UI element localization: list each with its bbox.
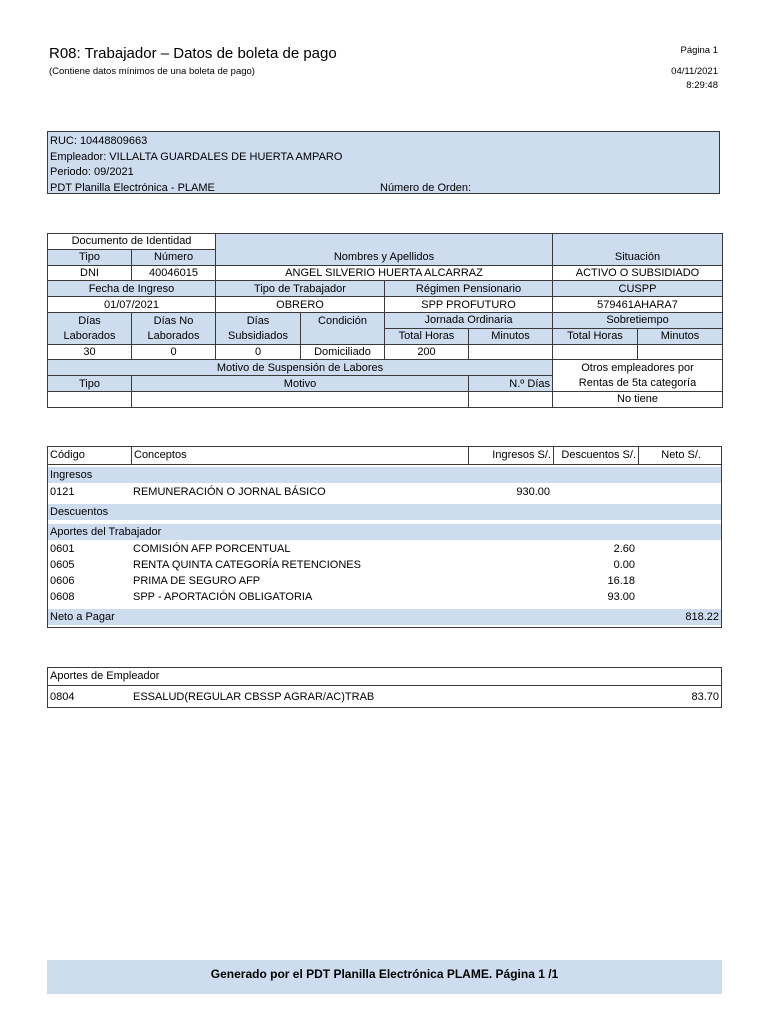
doc-number-header: Número xyxy=(132,249,216,265)
concept-code: 0121 xyxy=(50,486,75,498)
suspension-reason-header: Motivo de Suspensión de Labores xyxy=(48,360,553,376)
table-row xyxy=(48,689,721,705)
concept-code: 0608 xyxy=(50,591,75,603)
net-pay-amount: 818.22 xyxy=(685,611,719,623)
report-subtitle: (Contiene datos mínimos de una boleta de pago) xyxy=(49,66,255,77)
employer-period: Periodo: 09/2021 xyxy=(50,166,134,178)
condition-header: Condición xyxy=(301,312,385,328)
worker-type-header: Tipo de Trabajador xyxy=(216,281,385,297)
worker-table xyxy=(47,233,723,408)
income-section-row xyxy=(48,467,721,483)
concept-description: COMISIÓN AFP PORCENTUAL xyxy=(133,543,291,555)
overtime-header: Sobretiempo xyxy=(553,312,723,328)
overtime-hours-value xyxy=(553,344,638,360)
doc-number-value: 40046015 xyxy=(132,265,216,281)
overtime-minutes-header: Minutos xyxy=(638,328,723,344)
names-header-top xyxy=(216,234,553,250)
concept-discount-amount: 16.18 xyxy=(607,575,635,587)
other-employers-header-1: Otros empleadores por xyxy=(553,360,723,376)
worker-contrib-section-row xyxy=(48,524,721,540)
discounts-section-label: Descuentos xyxy=(50,506,109,518)
days-subsidized-header-2: Subsidiados xyxy=(216,328,301,344)
worker-contrib-section-label: Aportes del Trabajador xyxy=(50,526,162,538)
concepts-header-row xyxy=(48,447,721,465)
hire-date-value: 01/07/2021 xyxy=(48,297,216,313)
concept-discount-amount: 0.00 xyxy=(613,559,635,571)
days-worked-header-2: Laborados xyxy=(48,328,132,344)
days-subsidized-header-1: Días xyxy=(216,312,301,328)
worker-type-value: OBRERO xyxy=(216,297,385,313)
suspension-days-header: N.º Días xyxy=(469,376,553,392)
pension-regime-value: SPP PROFUTURO xyxy=(385,297,553,313)
situation-value: ACTIVO O SUBSIDIADO xyxy=(553,265,723,281)
total-hours-header: Total Horas xyxy=(385,328,469,344)
concept-code: 0605 xyxy=(50,559,75,571)
table-row xyxy=(48,557,721,573)
minutes-value xyxy=(469,344,553,360)
doc-type-header: Tipo xyxy=(48,249,132,265)
report-time: 8:29:48 xyxy=(686,80,718,91)
report-date: 04/11/2021 xyxy=(671,66,718,77)
other-employers-header-2: Rentas de 5ta categoría xyxy=(553,376,723,392)
condition-value: Domiciliado xyxy=(301,344,385,360)
concept-description: SPP - APORTACIÓN OBLIGATORIA xyxy=(133,591,313,603)
total-hours-value: 200 xyxy=(385,344,469,360)
income-section-label: Ingresos xyxy=(50,469,93,481)
overtime-hours-header: Total Horas xyxy=(553,328,638,344)
discounts-header: Descuentos S/. xyxy=(554,447,639,464)
suspension-type-header: Tipo xyxy=(48,376,132,392)
other-employers-value: No tiene xyxy=(553,391,723,407)
concept-income-amount: 930.00 xyxy=(516,486,550,498)
cuspp-header: CUSPP xyxy=(553,281,723,297)
doc-identity-header: Documento de Identidad xyxy=(48,234,216,250)
concept-description: RENTA QUINTA CATEGORÍA RETENCIONES xyxy=(133,559,361,571)
concept-discount-amount: 2.60 xyxy=(613,543,635,555)
footer-banner: Generado por el PDT Planilla Electrónica PLAME. Página 1 /1 xyxy=(47,960,722,994)
employer-name: Empleador: VILLALTA GUARDALES DE HUERTA AMPARO xyxy=(50,150,343,163)
concept-header: Conceptos xyxy=(132,447,469,464)
contrib-description: ESSALUD(REGULAR CBSSP AGRAR/AC)TRAB xyxy=(133,691,375,703)
table-row xyxy=(48,589,721,605)
page-number: Página 1 xyxy=(680,45,718,56)
order-number-label: Número de Orden: xyxy=(380,181,472,194)
condition-header-blank xyxy=(301,328,385,344)
contrib-amount: 83.70 xyxy=(691,691,719,703)
days-subsidized-value: 0 xyxy=(216,344,301,360)
employer-contrib-table xyxy=(47,667,722,708)
table-row xyxy=(48,541,721,557)
income-header: Ingresos S/. xyxy=(469,447,554,464)
table-row xyxy=(48,573,721,589)
employer-box xyxy=(47,131,720,194)
concept-code: 0606 xyxy=(50,575,75,587)
suspension-motive-header: Motivo xyxy=(132,376,469,392)
employer-pdt: PDT Planilla Electrónica - PLAME xyxy=(50,181,215,194)
employer-pdt-line xyxy=(50,181,717,197)
report-title: R08: Trabajador – Datos de boleta de pago xyxy=(49,45,337,62)
net-pay-row xyxy=(48,609,721,625)
suspension-motive-value xyxy=(132,391,469,407)
situation-header-top xyxy=(553,234,723,250)
doc-type-value: DNI xyxy=(48,265,132,281)
names-header: Nombres y Apellidos xyxy=(216,249,553,265)
situation-header: Situación xyxy=(553,249,723,265)
concepts-table xyxy=(47,446,722,628)
cuspp-value: 579461AHARA7 xyxy=(553,297,723,313)
concept-description: PRIMA DE SEGURO AFP xyxy=(133,575,261,587)
contrib-code: 0804 xyxy=(50,691,75,703)
overtime-minutes-value xyxy=(638,344,723,360)
days-not-worked-header-1: Días No xyxy=(132,312,216,328)
suspension-type-value xyxy=(48,391,132,407)
net-pay-label: Neto a Pagar xyxy=(50,611,115,623)
worker-name-value: ANGEL SILVERIO HUERTA ALCARRAZ xyxy=(216,265,553,281)
hire-date-header: Fecha de Ingreso xyxy=(48,281,216,297)
pension-regime-header: Régimen Pensionario xyxy=(385,281,553,297)
ordinary-hours-header: Jornada Ordinaria xyxy=(385,312,553,328)
days-worked-header-1: Días xyxy=(48,312,132,328)
employer-contrib-header xyxy=(48,668,721,686)
suspension-days-value xyxy=(469,391,553,407)
employer-ruc: RUC: 10448809663 xyxy=(50,135,148,147)
concept-description: REMUNERACIÓN O JORNAL BÁSICO xyxy=(133,486,326,498)
days-not-worked-header-2: Laborados xyxy=(132,328,216,344)
concept-code: 0601 xyxy=(50,543,75,555)
days-not-worked-value: 0 xyxy=(132,344,216,360)
minutes-header: Minutos xyxy=(469,328,553,344)
table-row xyxy=(48,484,721,500)
discounts-section-row xyxy=(48,504,721,520)
days-worked-value: 30 xyxy=(48,344,132,360)
code-header: Código xyxy=(48,447,132,464)
concept-discount-amount: 93.00 xyxy=(607,591,635,603)
employer-contrib-title: Aportes de Empleador xyxy=(50,670,160,682)
net-header: Neto S/. xyxy=(661,449,701,461)
